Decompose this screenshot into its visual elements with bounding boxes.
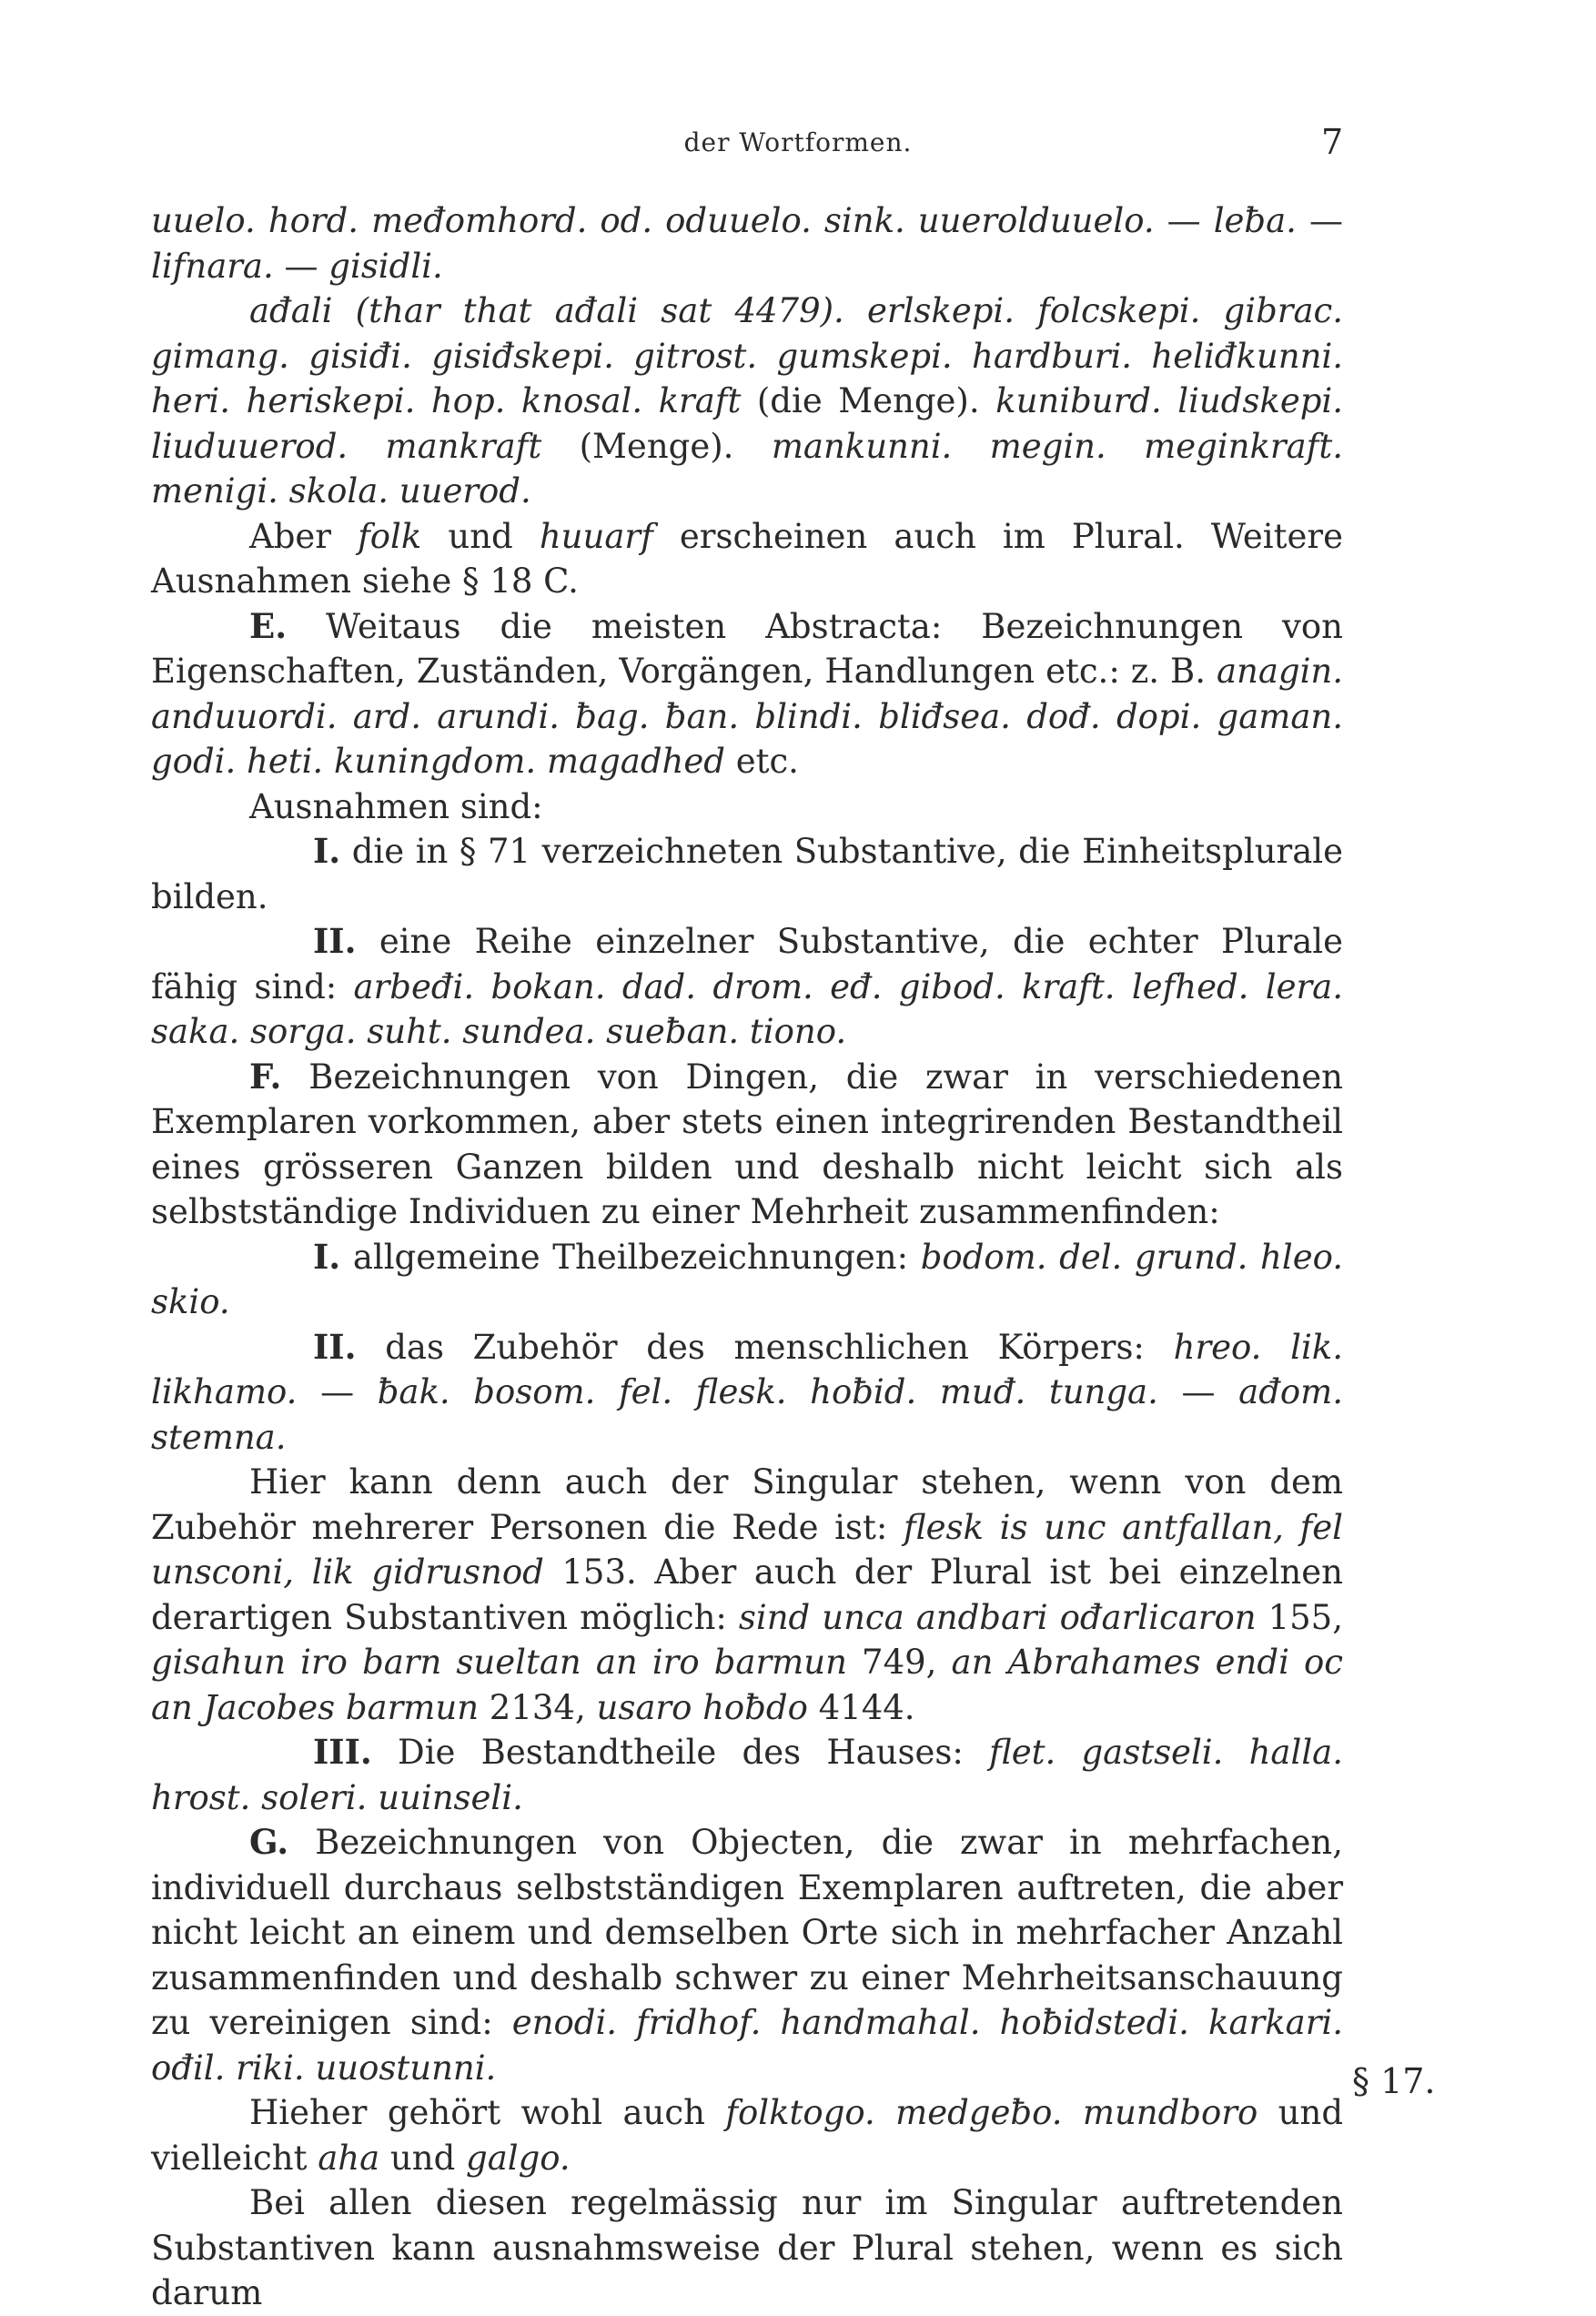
paragraph [151,514,1343,604]
text-run: — [297,1372,378,1411]
italic-term: usaro hoƀdo [596,1687,808,1727]
paragraph [151,919,1343,1055]
text-run: etc. [724,742,799,781]
paragraph [151,2090,1343,2180]
section-label: E. [249,605,288,646]
text-run: Hieher gehört wohl auch [249,2093,726,2132]
italic-term: ađali (thar that ađali sat 4479). erlskepi. folcskepi. gibrac. gimang. gisiđi. gisiđskepi. gitrost. gumskepi. hardburi. heliđkunni. heri. heriskepi. hop. knosal. kraft [151,291,1343,420]
text-run: 749, [846,1643,952,1682]
text-run: — [273,246,329,286]
italic-term: folk [358,516,422,556]
italic-term: uuelo. hord. međomhord. od. oduuelo. sink. uueroldu​uelo. [151,201,1155,240]
text-run: Bezeichnungen von Dingen, die zwar in verschiedenen Exemplaren vorkommen, aber stets einen integrirenden Bestandtheil eines grösseren Ganzen bilden und deshalb nicht leicht sich als selbstständige Individuen zu einer Mehrheit zusammenfinden: [151,1057,1343,1231]
italic-term: lifnara. [151,246,274,286]
paragraph [151,1820,1343,2090]
section-label: I. [313,1236,341,1277]
text-run: 155, [1256,1597,1343,1637]
text-run: 2134, [479,1687,597,1727]
paragraph [151,604,1343,784]
italic-term: gisahun iro barn sueltan an iro barmun [151,1643,847,1682]
text-run: Die Bestandtheile des Hauses: [371,1733,990,1772]
italic-term: mankunni. megin. meginkraft. menigi. skola. uuerod. [151,426,1343,511]
text-run: eine Reihe einzelner Substantive, die echter Plurale fähig sind: [151,922,1343,1006]
section-label: II. [313,1326,357,1367]
text-run: Weitaus die meisten Abstracta: Bezeichnungen von Eigenschaften, Zuständen, Vorgängen, Handlungen etc.: z. B. [151,606,1343,691]
italic-term: ƀak. bosom. fel. flesk. hoƀid. muđ. tunga. [377,1372,1158,1411]
text-run: (Menge). [541,426,772,466]
text-run: Bezeichnungen von Objecten, die zwar in mehrfachen, individuell durchaus selbstständigen Exemplaren auftreten, die aber nicht leicht an einem und demselben Orte sich in mehrfacher Anzahl zusammenfinden und deshalb schwer zu einer Mehrheitsanschauung zu vereinigen sind: [151,1823,1343,2042]
paragraph [151,1235,1343,1325]
text-run: und [421,516,540,556]
paragraph [151,1460,1343,1730]
paragraph [151,2180,1343,2316]
text-run: Bei allen diesen regelmässig nur im Singular auftretenden Substantiven kann ausnahmsweise der Plural stehen, wenn es sich darum [151,2183,1343,2312]
italic-term: enodi. fridhof. handmahal. hoƀidstedi. karkari. ođil. riki. uuostunni. [151,2003,1343,2088]
section-label: III. [313,1732,372,1772]
section-label: I. [313,831,341,871]
section-label: G. [249,1822,289,1862]
margin-section-mark: § 17. [1352,2061,1436,2101]
text-run: — [1296,201,1343,240]
italic-term: an Abrahames endi oc an Jacobes barmun [151,1643,1344,1727]
italic-term: arbeđi. bokan. dad. drom. eđ. gibod. kraft. lefhed. lera. saka. sorga. suht. sundea. sueƀan. tiono. [151,966,1343,1051]
italic-term: gisidli. [328,246,443,286]
italic-term: sind unca andbari ođarlicaron [738,1597,1257,1637]
text-run: Hier kann denn auch der Singular stehen, wenn von dem Zubehör mehrerer Personen die Rede ist: [151,1462,1343,1547]
italic-term: leƀa. [1213,201,1297,240]
body-text [151,198,1343,2316]
running-head: der Wortformen. [683,127,913,157]
text-run: 4144. [807,1687,915,1727]
text-run: erscheinen auch im Plural. Weitere Ausnahmen siehe § 18 C. [151,516,1343,601]
italic-term: flesk is unc antfallan, fel unsconi, lik gidrusnod [151,1507,1343,1592]
paragraph [151,1055,1343,1235]
paragraph [151,784,1343,830]
italic-term: bodom. del. grund. hleo. skio. [151,1237,1343,1321]
italic-term: folktogo. medgeƀo. mundboro [725,2093,1258,2132]
paragraph [151,1730,1343,1820]
text-run: — [1157,1372,1239,1411]
text-run: und [379,2138,467,2178]
text-run: (die Menge). [741,381,996,420]
section-label: F. [249,1056,282,1097]
italic-term: aha [318,2138,380,2178]
text-run: allgemeine Theilbezeichnungen: [340,1237,921,1277]
text-run: Ausnahmen sind: [249,786,543,826]
paragraph [151,1325,1343,1461]
text-run: die in § 71 verzeichneten Substantive, die Einheitsplurale bilden. [151,832,1343,916]
italic-term: kuniburd. liudskepi. liuduuerod. mankraft [151,381,1343,466]
italic-term: huuarf [539,516,653,556]
italic-term: flet. gastseli. halla. hrost. soleri. uuinseli. [151,1733,1343,1817]
text-run: Aber [249,516,359,556]
text-run: und vielleicht [151,2093,1343,2178]
text-run: — [1154,201,1214,240]
section-label: II. [313,921,357,961]
paragraph [151,288,1343,514]
paragraph [151,829,1343,919]
text-run: 153. Aber auch der Plural ist bei einzelnen derartigen Substantiven möglich: [151,1552,1343,1637]
page-number: 7 [1321,122,1344,162]
italic-term: hreo. lik. likhamo. [151,1327,1343,1411]
italic-term: ađom. stemna. [151,1372,1344,1457]
italic-term: anagin. anduuordi. ard. arundi. ƀag. ƀan. blindi. bliđsea. dođ. dopi. gaman. godi. heti. kuningdom. magadhed [151,652,1343,781]
text-run: das Zubehör des menschlichen Körpers: [356,1327,1174,1367]
italic-term: galgo. [466,2138,571,2178]
paragraph [151,198,1343,288]
